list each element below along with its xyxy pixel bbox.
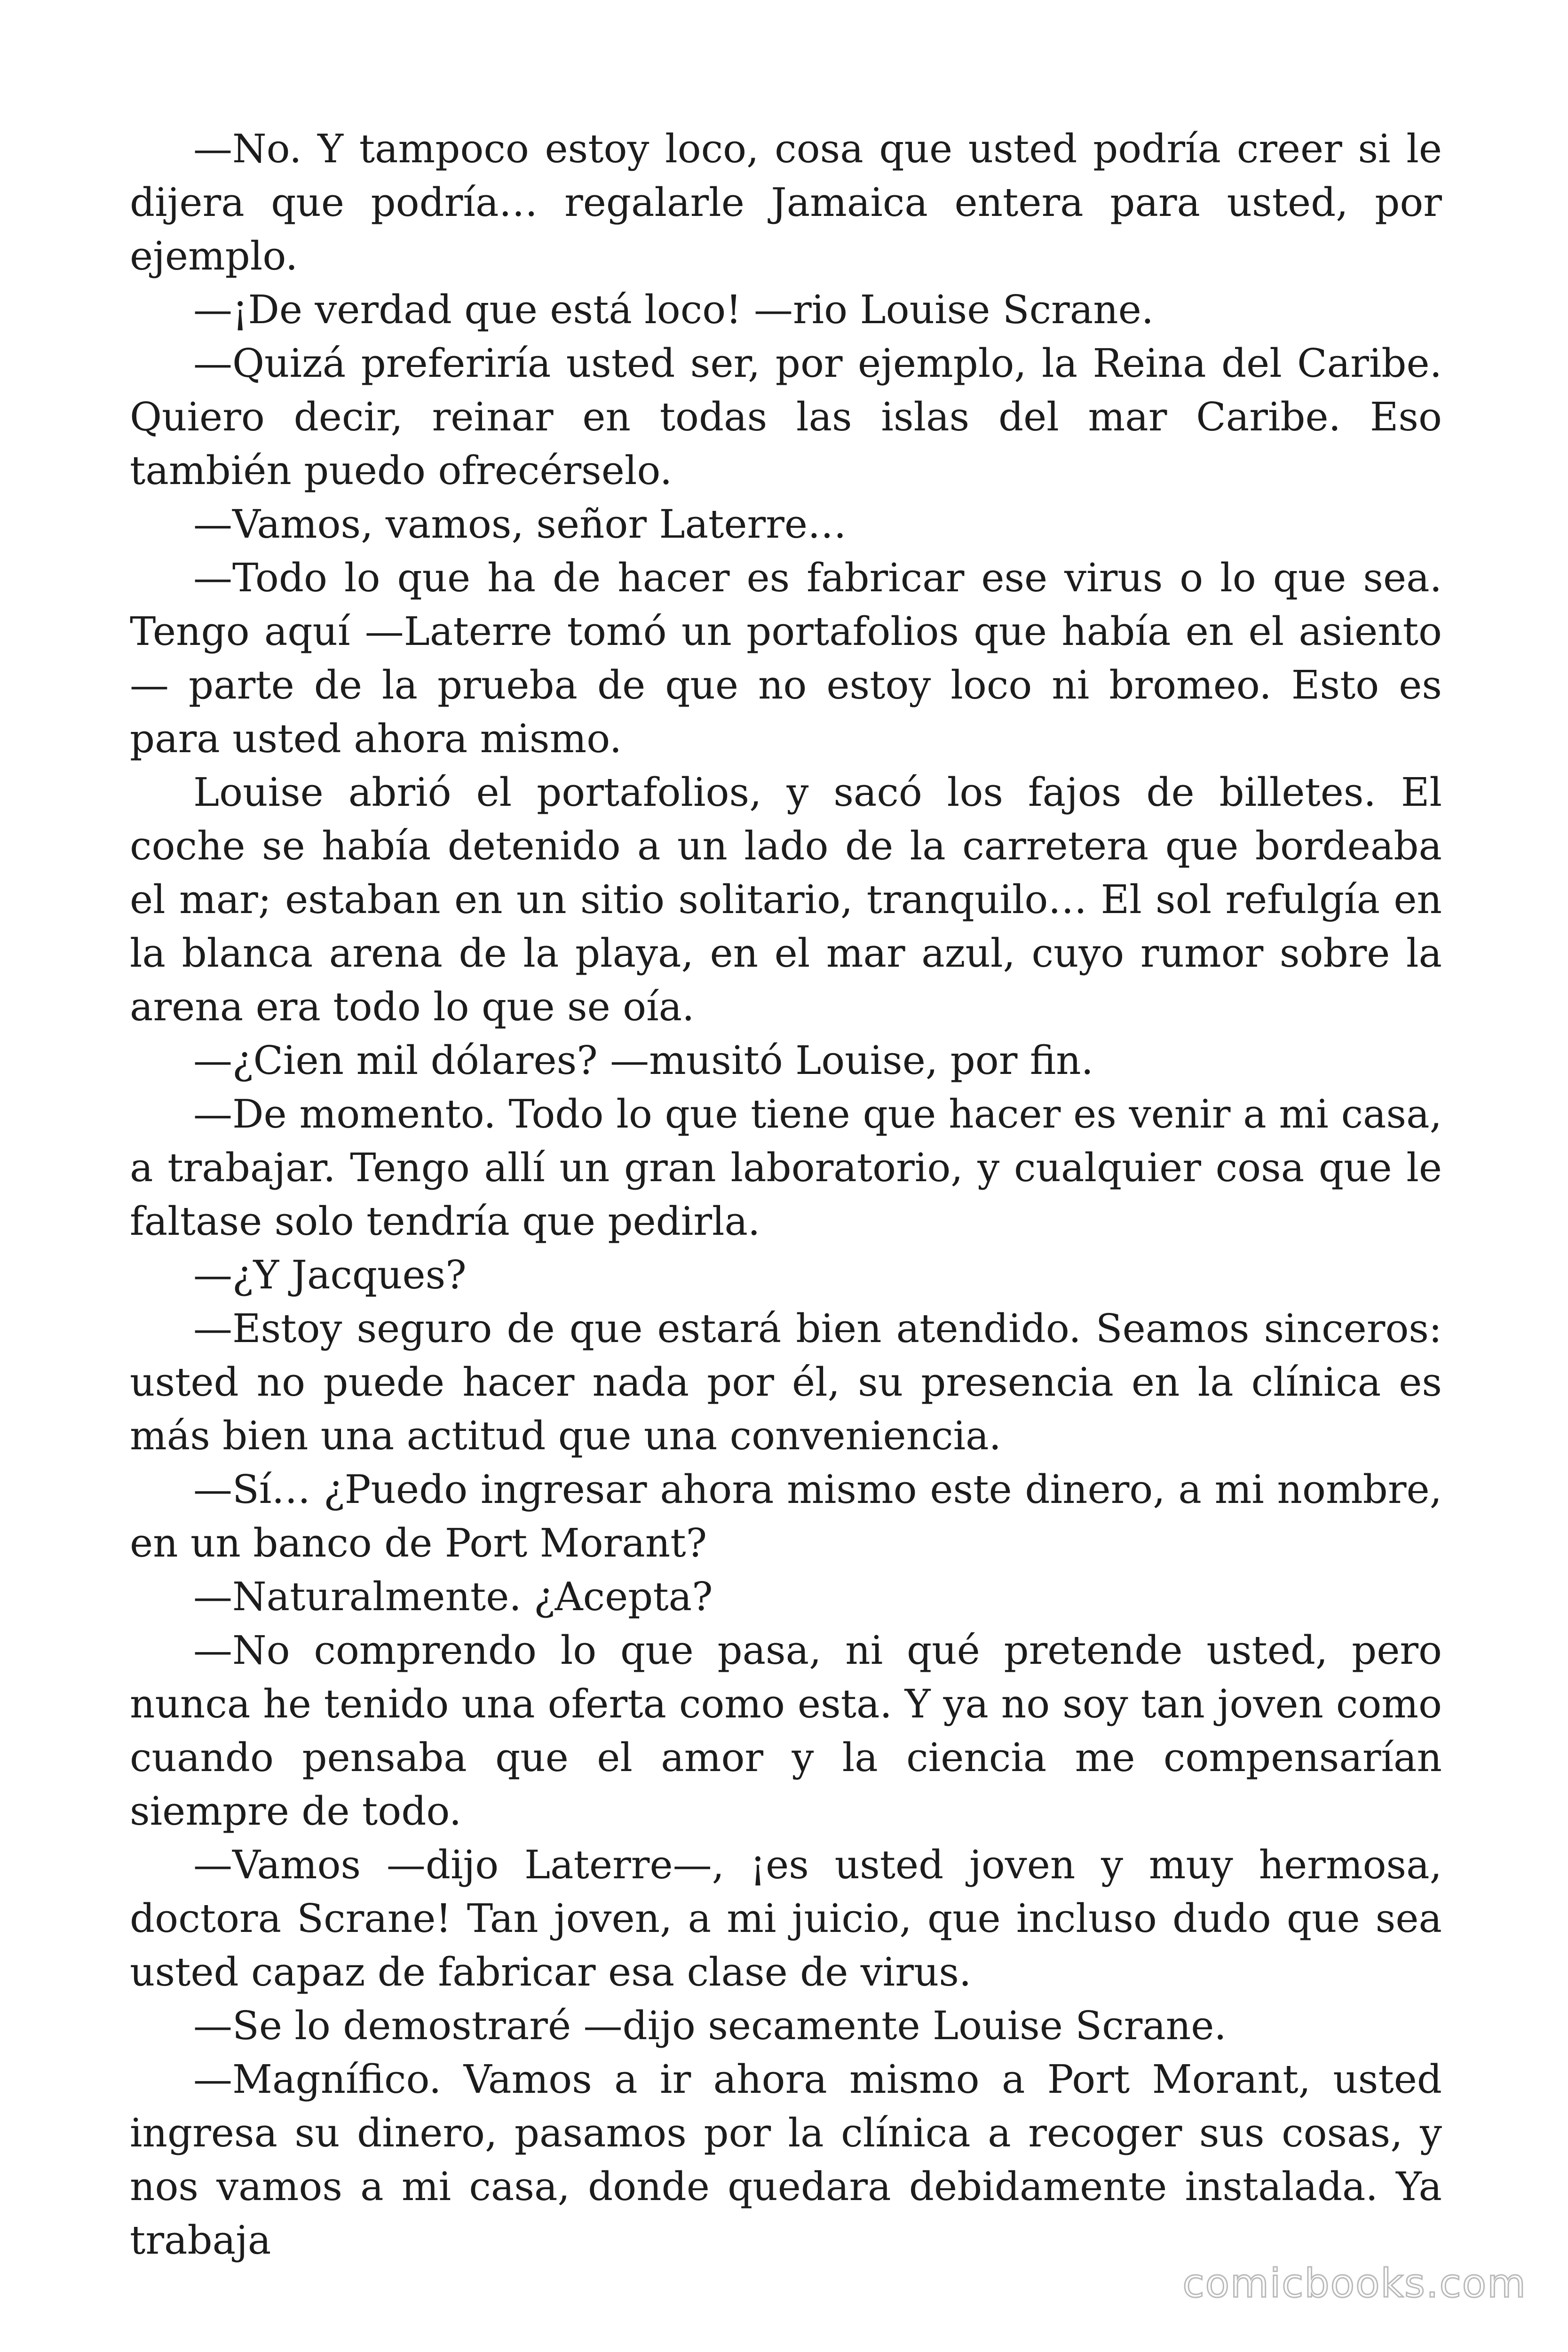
paragraph: —¿Y Jacques?	[193, 1252, 467, 1298]
paragraph: —No comprendo lo que pasa, ni qué pretende usted, pero nunca he tenido una oferta como esta. Y ya no soy tan joven como cuando pensaba que el amor y la ciencia me compensarían siempre de todo.	[130, 1628, 1442, 1834]
paragraph: —¡De verdad que está loco! —rio Louise Scrane.	[193, 287, 1154, 333]
paragraph: —Estoy seguro de que estará bien atendido. Seamos sinceros: usted no puede hacer nada por él, su presencia en la clínica es más bien una actitud que una conveniencia.	[130, 1306, 1442, 1459]
paragraph: —¿Cien mil dólares? —musitó Louise, por fin.	[193, 1038, 1094, 1083]
paragraph: —Naturalmente. ¿Acepta?	[193, 1574, 713, 1620]
paragraph: —Vamos, vamos, señor Laterre…	[193, 501, 847, 547]
paragraph: —De momento. Todo lo que tiene que hacer es venir a mi casa, a trabajar. Tengo allí un gran laboratorio, y cualquier cosa que le faltase solo tendría que pedirla.	[130, 1091, 1442, 1244]
paragraph: —Todo lo que ha de hacer es fabricar ese virus o lo que sea. Tengo aquí —Laterre tomó un portafolios que había en el asiento— parte de la prueba de que no estoy loco ni bromeo. Esto es para usted ahora mismo.	[130, 555, 1442, 762]
paragraph: —No. Y tampoco estoy loco, cosa que usted podría creer si le dijera que podría… regalarle Jamaica entera para usted, por ejemplo.	[130, 126, 1442, 279]
paragraph: —Vamos —dijo Laterre—, ¡es usted joven y muy hermosa, doctora Scrane! Tan joven, a mi juicio, que incluso dudo que sea usted capaz de fabricar esa clase de virus.	[130, 1842, 1442, 1995]
paragraph: —Magnífico. Vamos a ir ahora mismo a Port Morant, usted ingresa su dinero, pasamos por la clínica a recoger sus cosas, y nos vamos a mi casa, donde quedara debidamente instalada. Ya trabaja	[130, 2057, 1442, 2263]
book-page-text	[130, 122, 1442, 2263]
paragraph: —Sí… ¿Puedo ingresar ahora mismo este dinero, a mi nombre, en un banco de Port Morant?	[130, 1467, 1442, 1566]
paragraph: —Quizá preferiría usted ser, por ejemplo, la Reina del Caribe. Quiero decir, reinar en todas las islas del mar Caribe. Eso también puedo ofrecérselo.	[130, 341, 1442, 493]
watermark: comicbooks.com	[1182, 2260, 1527, 2306]
paragraph: Louise abrió el portafolios, y sacó los fajos de billetes. El coche se había detenido a un lado de la carretera que bordeaba el mar; estaban en un sitio solitario, tranquilo… El sol refulgía en la blanca arena de la playa, en el mar azul, cuyo rumor sobre la arena era todo lo que se oía.	[130, 770, 1442, 1030]
paragraph: —Se lo demostraré —dijo secamente Louise Scrane.	[193, 2003, 1227, 2049]
